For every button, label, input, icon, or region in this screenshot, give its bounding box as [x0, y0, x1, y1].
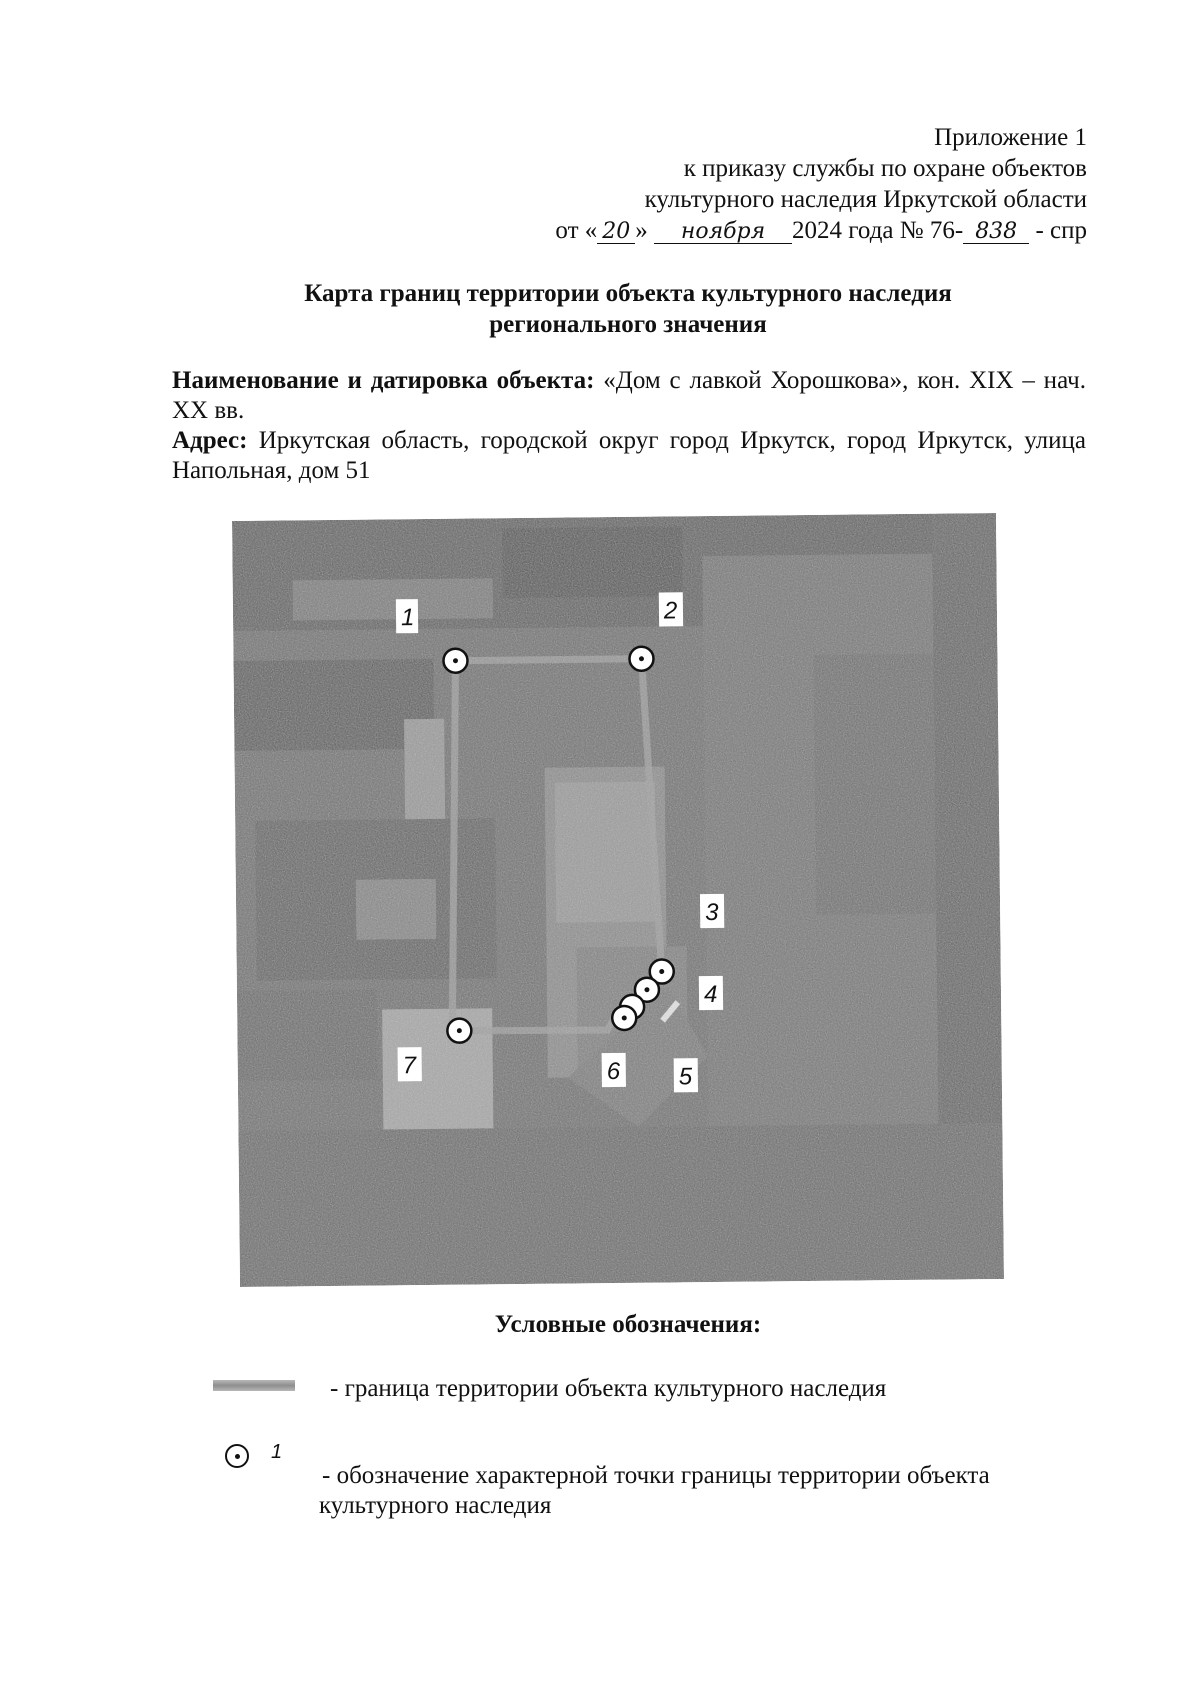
title-line-2: регионального значения: [489, 311, 767, 338]
point-label-1: [396, 599, 418, 633]
svg-text:4: 4: [703, 980, 718, 1009]
svg-text:2: 2: [663, 597, 678, 625]
object-address-paragraph: [172, 426, 1086, 486]
svg-text:5: 5: [678, 1063, 693, 1091]
handwritten-month: ноября: [654, 221, 792, 244]
appendix-order-line: к приказу службы по охране объектов: [683, 155, 1087, 182]
point-label-3: [700, 894, 724, 928]
point-label-7: [398, 1047, 422, 1081]
legend-title: Условные обозначения:: [494, 1311, 762, 1338]
svg-text:6: 6: [606, 1057, 621, 1086]
date-year: 2024 года № 76-: [792, 217, 964, 244]
object-name-paragraph: [172, 366, 1086, 426]
boundary-line-symbol: [213, 1380, 295, 1391]
legend-point-text-line-1: - обозначение характерной точки границы территории объекта: [322, 1462, 990, 1489]
title-line-1: Карта границ территории объекта культурного наследия: [304, 280, 952, 307]
point-label-2: [659, 592, 683, 626]
boundary-map: [232, 513, 1004, 1287]
aerial-map-image: [232, 513, 1004, 1287]
point-label-4: [699, 976, 723, 1010]
appendix-date-line: [555, 215, 1087, 246]
point-label-6: [602, 1053, 626, 1087]
legend-boundary-text: - граница территории объекта культурного наследия: [330, 1375, 887, 1402]
point-label-5: [674, 1058, 698, 1092]
appendix-authority-line: культурного наследия Иркутской области: [644, 186, 1087, 213]
point-marker-icon: [225, 1444, 249, 1468]
date-prefix: от «: [555, 217, 598, 244]
legend-point-number: 1: [271, 1441, 283, 1463]
object-name-label: Наименование и датировка объекта:: [172, 367, 595, 394]
doc-suffix: - спр: [1035, 217, 1087, 244]
document-title: [170, 278, 1086, 340]
svg-text:1: 1: [400, 604, 415, 632]
address-label: Адрес:: [172, 427, 248, 454]
address-value: Иркутская область, городской округ город Иркутск, город Иркутск, улица Напольная, дом 51: [172, 427, 1087, 484]
appendix-header: [555, 122, 1087, 246]
legend-point-text-line-2: культурного наследия: [319, 1492, 552, 1519]
appendix-title: Приложение 1: [934, 124, 1087, 151]
object-name-value: «Дом с лавкой Хорошкова», кон. XIX – нач. XX вв.: [172, 367, 1086, 424]
svg-text:3: 3: [704, 898, 719, 927]
svg-text:7: 7: [402, 1052, 417, 1080]
handwritten-doc-number: 838: [963, 221, 1029, 244]
date-mid: »: [635, 217, 648, 244]
legend-point-text: [319, 1461, 1062, 1521]
handwritten-day: 20: [597, 221, 635, 244]
